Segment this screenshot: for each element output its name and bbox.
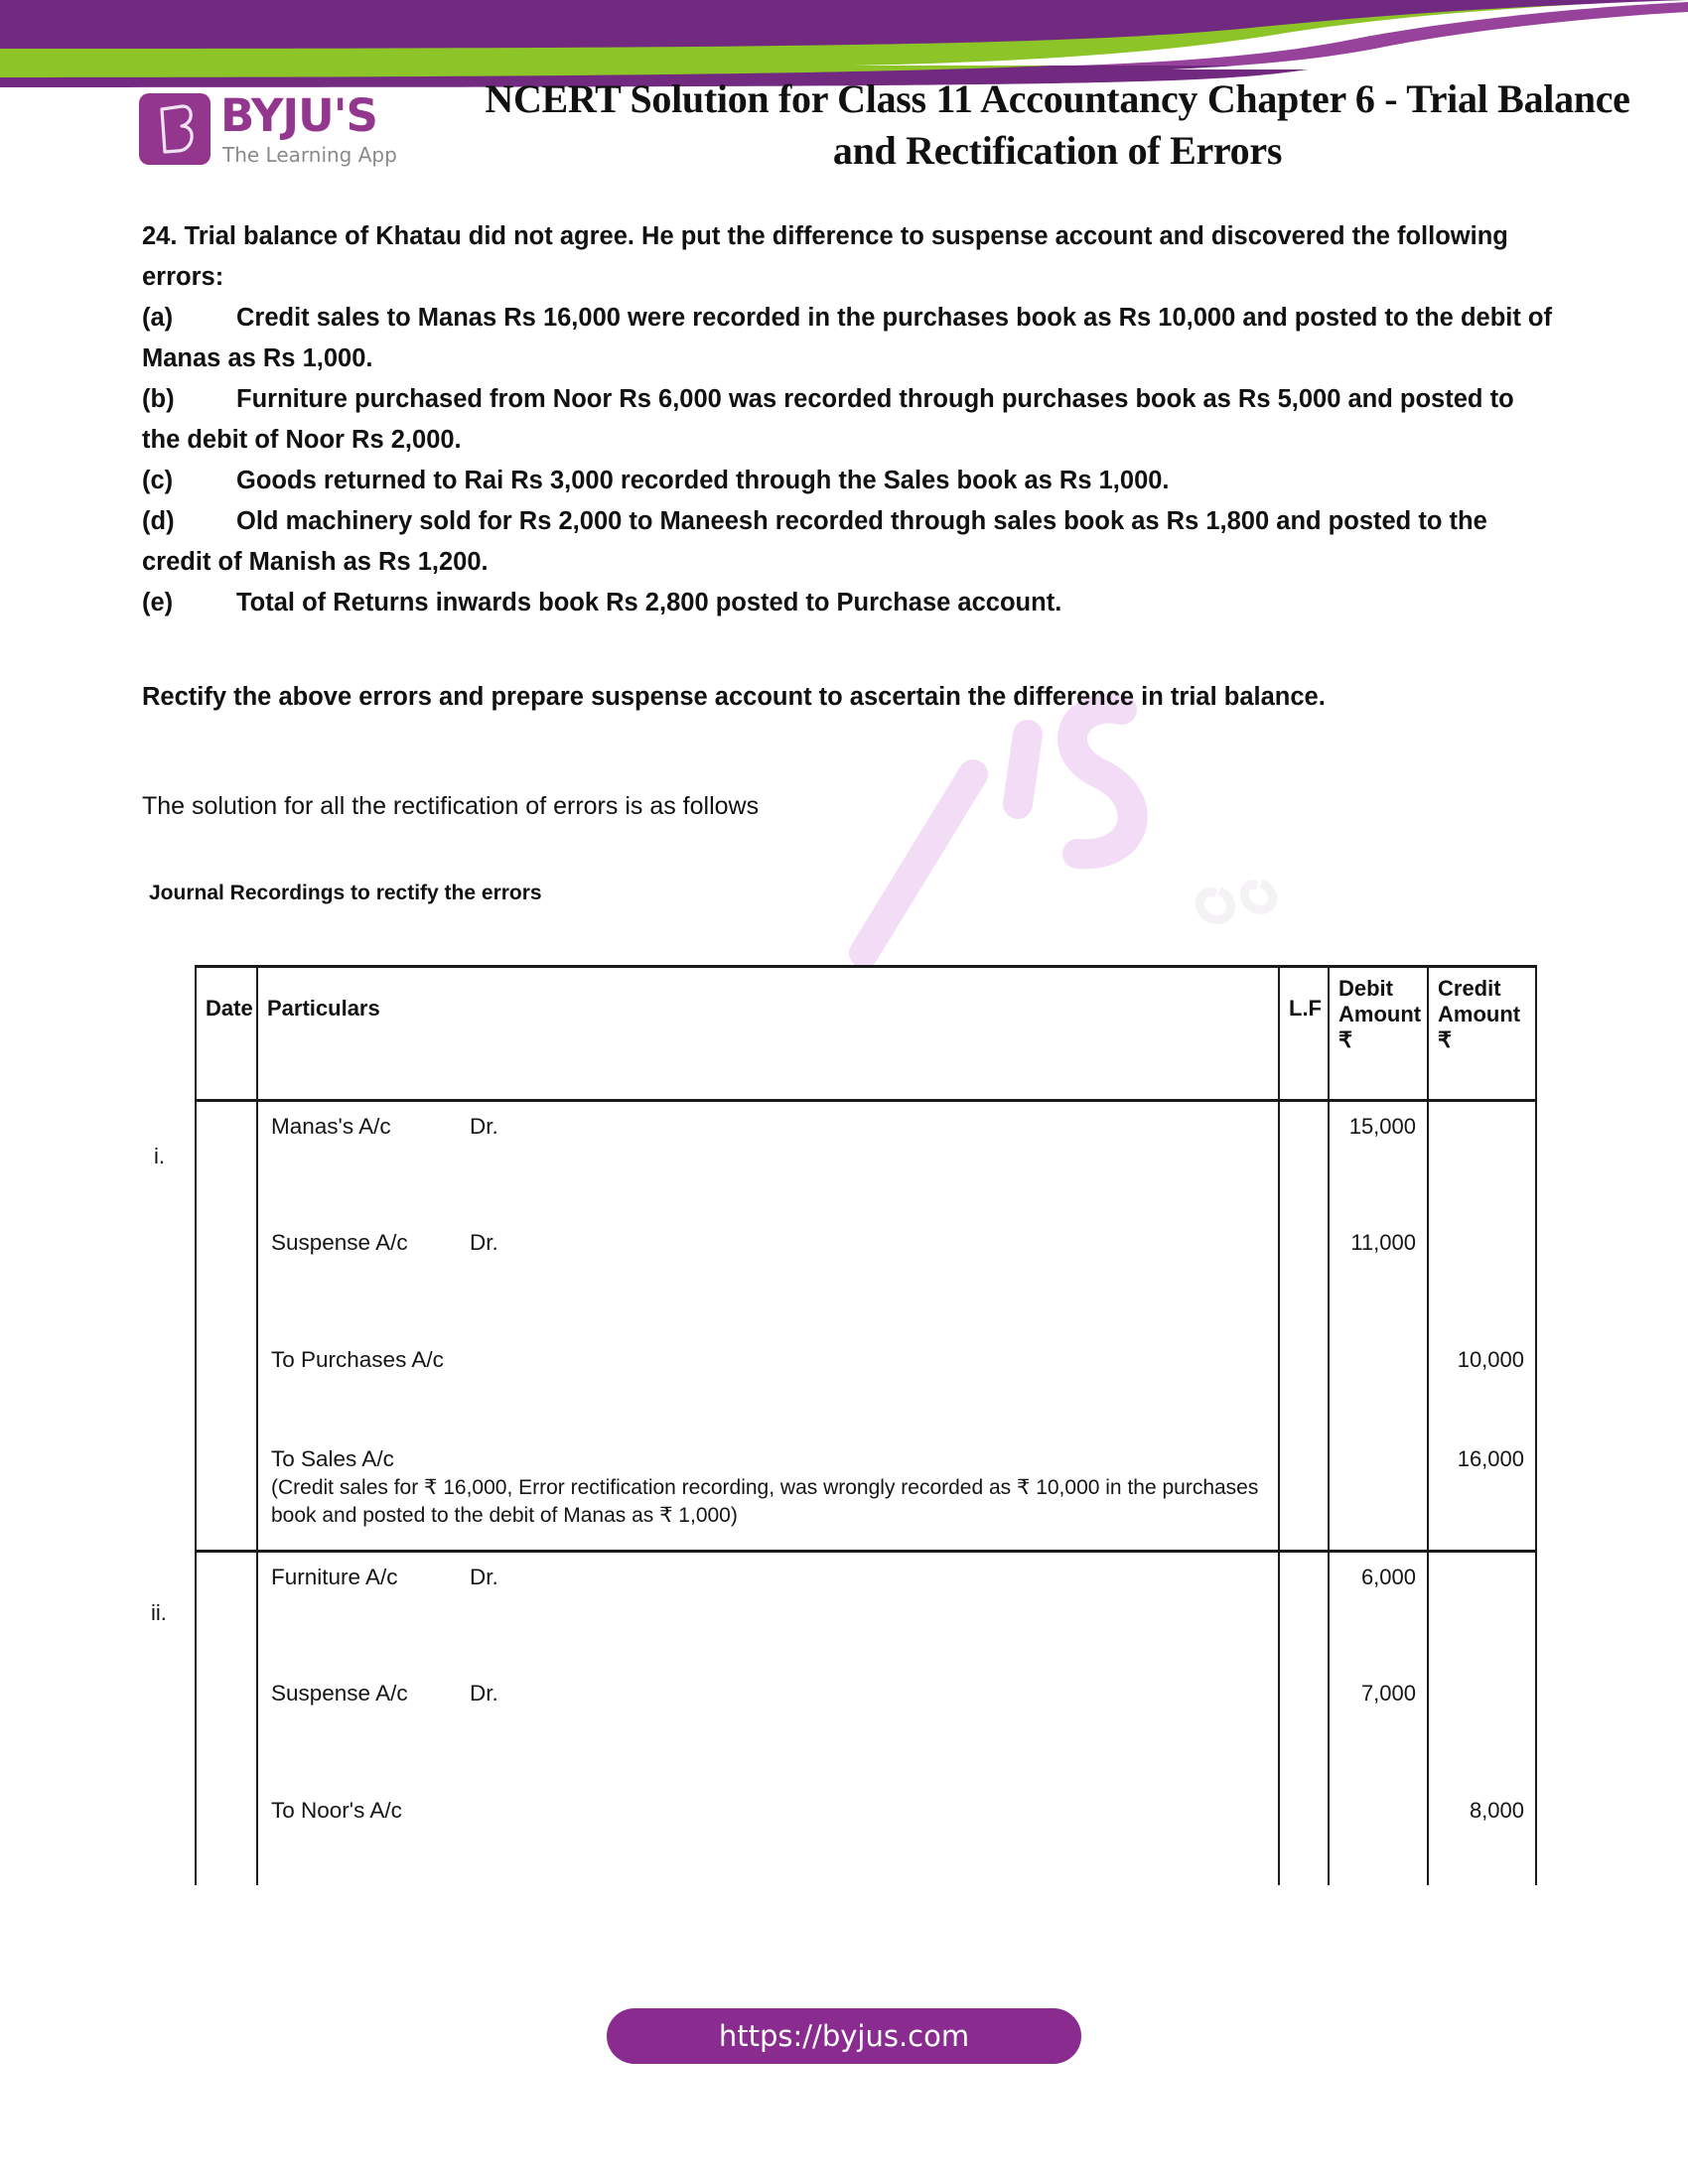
cell-credit: 8,000 [1428,1786,1536,1885]
column-header-credit-line2: Amount [1438,1002,1521,1026]
question-item-d-text: Old machinery sold for Rs 2,000 to Maneesh recorded through sales book as Rs 1,800 and posted to the credit of Manish as Rs 1,200. [142,507,1487,576]
cell-debit: 15,000 [1329,1101,1428,1218]
cell-particulars [257,1218,1279,1335]
cell-lf [1279,1434,1329,1552]
column-header-debit-line2: Amount [1338,1002,1422,1026]
cell-date [196,1786,257,1885]
account-name: Suspense A/c [271,1229,408,1255]
cell-debit: 7,000 [1329,1669,1428,1786]
question-block [142,216,1552,623]
table-row [196,1434,1536,1552]
column-header-lf [1279,967,1329,1101]
cell-date [196,1552,257,1669]
cell-debit [1329,1335,1428,1434]
account-name: To Noor's A/c [271,1797,402,1823]
question-item-e-text: Total of Returns inwards book Rs 2,800 posted to Purchase account. [236,589,1062,616]
cell-particulars [257,1669,1279,1786]
byjus-website-link-label: https://byjus.com [718,2019,970,2053]
column-header-particulars [257,967,1279,1101]
cell-particulars [257,1786,1279,1885]
cell-debit: 11,000 [1329,1218,1428,1335]
entry-narration: (Credit sales for ₹ 16,000, Error rectification recording, was wrongly recorded as ₹ 10,000 in the purchases book and posted to the debit of Manas as ₹ 1,000) [271,1475,1259,1527]
cell-date [196,1669,257,1786]
question-instruction: Rectify the above errors and prepare suspense account to ascertain the difference in trial balance. [142,683,1326,711]
question-item-e-label: (e) [142,589,174,616]
question-item-b-text: Furniture purchased from Noor Rs 6,000 was recorded through purchases book as Rs 5,000 and posted to the debit of Noor Rs 2,000. [142,385,1514,454]
question-item-d-label: (d) [142,507,175,535]
dr-tag: Dr. [470,1565,498,1589]
byjus-website-link[interactable] [607,2008,1081,2064]
cell-lf [1279,1669,1329,1786]
cell-lf [1279,1101,1329,1218]
cell-credit: 16,000 [1428,1434,1536,1552]
question-item-a [142,298,1552,379]
column-header-particulars-label: Particulars [267,996,380,1021]
cell-particulars [257,1335,1279,1434]
table-row [196,1101,1536,1218]
cell-credit [1428,1101,1536,1218]
column-header-debit-amount [1329,967,1428,1101]
account-name: To Sales A/c [271,1445,394,1471]
table-row [196,1786,1536,1885]
column-header-credit-line1: Credit [1438,976,1501,1001]
question-item-b [142,379,1552,461]
account-name: To Purchases A/c [271,1346,444,1372]
question-item-b-label: (b) [142,385,175,413]
entry-number-i: i. [154,1144,165,1168]
dr-tag: Dr. [470,1114,498,1139]
column-header-lf-label: L.F [1289,996,1322,1021]
table-row [196,1552,1536,1669]
byjus-logo-mark-icon [139,93,211,165]
cell-particulars [257,1101,1279,1218]
cell-particulars [257,1434,1279,1552]
column-header-date-label: Date [206,996,253,1021]
byjus-logo-wordmark: BYJU'S [220,89,377,142]
cell-date [196,1218,257,1335]
question-item-e [142,583,1552,623]
cell-lf [1279,1335,1329,1434]
column-header-date [196,967,257,1101]
column-header-credit-currency: ₹ [1438,1027,1452,1052]
byjus-logo [139,91,427,181]
page-title: NCERT Solution for Class 11 Accountancy Chapter 6 - Trial Balance and Rectification of Errors [485,76,1630,173]
account-name: Suspense A/c [271,1680,408,1706]
table-header [196,967,1536,1101]
question-item-c-text: Goods returned to Rai Rs 3,000 recorded through the Sales book as Rs 1,000. [236,467,1170,494]
cell-credit [1428,1552,1536,1669]
cell-debit [1329,1434,1428,1552]
dr-tag: Dr. [470,1680,498,1706]
cell-credit [1428,1669,1536,1786]
column-header-debit-line1: Debit [1338,976,1393,1001]
journal-entries-table [195,965,1537,1885]
cell-credit [1428,1218,1536,1335]
account-name: Furniture A/c [271,1565,398,1589]
table-row [196,1335,1536,1434]
entry-number-ii: ii. [151,1600,167,1625]
column-header-credit-amount [1428,967,1536,1101]
journal-heading: Journal Recordings to rectify the errors [149,882,542,904]
cell-date [196,1335,257,1434]
cell-lf [1279,1552,1329,1669]
solution-lead-in: The solution for all the rectification of errors is as follows [142,792,760,820]
cell-particulars [257,1552,1279,1669]
question-intro: 24. Trial balance of Khatau did not agree. He put the difference to suspense account and discovered the following errors: [142,222,1508,291]
table-row [196,1218,1536,1335]
cell-credit: 10,000 [1428,1335,1536,1434]
question-item-d [142,501,1552,583]
question-item-a-text: Credit sales to Manas Rs 16,000 were recorded in the purchases book as Rs 10,000 and posted to the debit of Manas as Rs 1,000. [142,304,1553,372]
dr-tag: Dr. [470,1229,498,1255]
table-body [196,1101,1536,1885]
cell-debit [1329,1786,1428,1885]
question-item-a-label: (a) [142,304,174,332]
cell-lf [1279,1218,1329,1335]
account-name: Manas's A/c [271,1114,391,1139]
question-item-c-label: (c) [142,467,174,494]
cell-date [196,1434,257,1552]
question-item-c [142,461,1552,501]
cell-debit: 6,000 [1329,1552,1428,1669]
table-header-row [196,967,1536,1101]
byjus-logo-tagline: The Learning App [222,143,397,167]
table-row [196,1669,1536,1786]
cell-lf [1279,1786,1329,1885]
cell-date [196,1101,257,1218]
column-header-debit-currency: ₹ [1338,1027,1352,1052]
